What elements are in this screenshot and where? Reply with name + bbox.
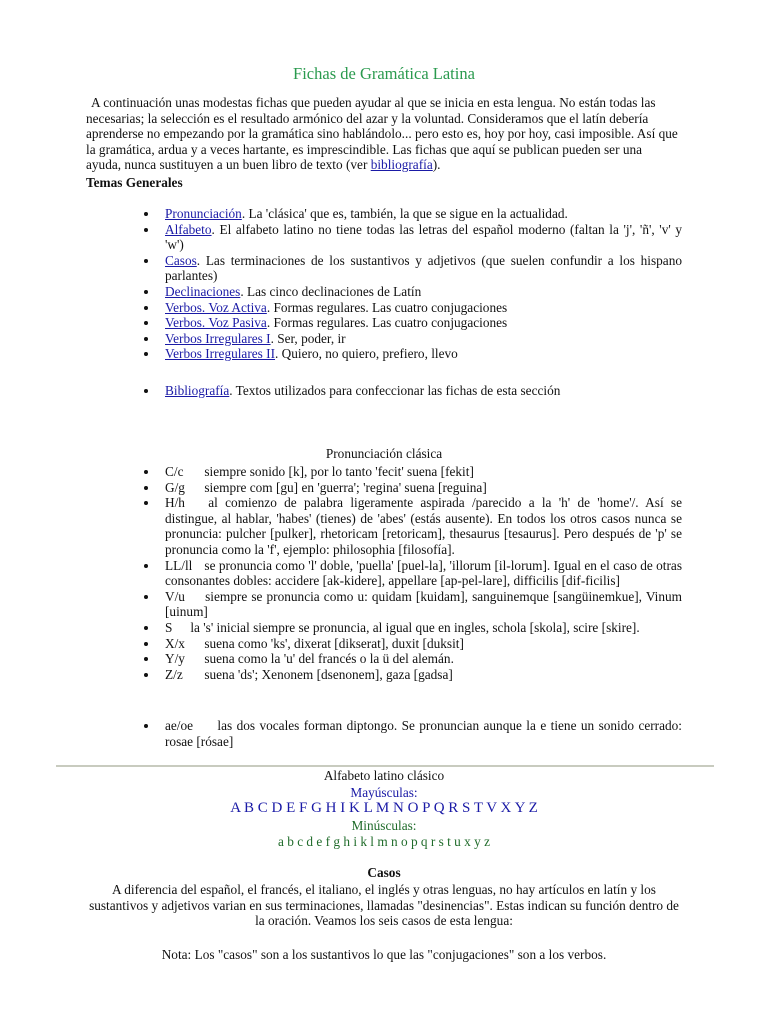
minusculas-label: Minúsculas: [351, 818, 417, 833]
pron-text: la 's' inicial siempre se pronuncia, al igual que en ingles, schola [skola], scire [skire]. [190, 619, 640, 635]
list-item [165, 383, 682, 399]
pron-key: V/u [165, 588, 185, 604]
list-item [165, 346, 682, 362]
list-item [165, 331, 682, 347]
bibliografia-link[interactable]: Bibliografía [165, 383, 230, 398]
alfabeto-heading: Alfabeto latino clásico [323, 768, 445, 783]
pron-text: suena como la 'u' del francés o la ü del alemán. [204, 651, 454, 667]
list-item [165, 718, 682, 749]
list-item [165, 464, 682, 480]
temas-heading: Temas Generales [86, 175, 183, 190]
page-title: Fichas de Gramática Latina [293, 64, 475, 83]
tema-desc: . Formas regulares. Las cuatro conjugaciones [266, 299, 508, 315]
intro-text: A continuación unas modestas fichas que pueden ayudar al que se inicia en esta lengua. No están todas las necesarias; la selección es el resultado armónico del azar y la voluntad. Consideramos que el latín debería aprenderse no empezando por la gramática sino hablándolo... pero esto es, hoy por hoy, casi imposible. Así que la gramática, ardua y a veces hartante, es imprescindible. Las fichas que aquí se publican pueden ser una ayuda, nunca sustituyen a un buen libro de texto (ver [86, 95, 678, 173]
tema-desc: . Quiero, no quiero, prefiero, llevo [275, 346, 458, 362]
bibliografia-list [165, 383, 682, 399]
list-item [165, 300, 682, 316]
intro-text-end: ). [432, 157, 441, 173]
pron-key: Y/y [165, 651, 185, 667]
list-item [165, 620, 682, 636]
tema-link-voz-pasiva[interactable]: Verbos. Voz Pasiva [165, 315, 267, 331]
tema-link-voz-activa[interactable]: Verbos. Voz Activa [165, 299, 267, 315]
pron-key: G/g [165, 479, 185, 495]
casos-nota: Nota: Los "casos" son a los sustantivos lo que las "conjugaciones" son a los verbos. [161, 947, 607, 962]
list-item [165, 651, 682, 667]
tema-link-casos[interactable]: Casos [165, 252, 197, 268]
list-item [165, 495, 682, 557]
pron-key: LL/ll [165, 557, 193, 573]
casos-paragraph: A diferencia del español, el francés, el italiano, el inglés y otras lenguas, no hay artículos en latín y los sustantivos y adjetivos varian en sus terminaciones, llamadas "desinencias". Estas indican su función dentro de la oración. Veamos los seis casos de esta lengua: [89, 882, 679, 929]
mayusculas-label: Mayúsculas: [350, 785, 418, 800]
pron-key: C/c [165, 464, 184, 479]
list-item [165, 222, 682, 253]
pron-text: siempre se pronuncia como u: quidam [kuidam], sanguinemque [sangüinemkue], Vinum [uinum] [165, 588, 683, 620]
tema-desc: . Ser, poder, ir [270, 330, 346, 346]
list-item [165, 667, 682, 683]
tema-desc: . Las terminaciones de los sustantivos y adjetivos (que suelen confundir a los hispano parlantes) [165, 252, 682, 284]
tema-link-pronunciacion[interactable]: Pronunciación [165, 206, 242, 221]
list-item [165, 636, 682, 652]
pron-key: Z/z [165, 666, 183, 682]
list-item [165, 589, 682, 620]
pron-text: suena como 'ks', dixerat [dikserat], duxit [duksit] [204, 635, 464, 651]
tema-link-irregulares-1[interactable]: Verbos Irregulares I [165, 330, 271, 346]
list-item [165, 253, 682, 284]
pron-key: X/x [165, 635, 185, 651]
pronunciacion-heading: Pronunciación clásica [325, 446, 443, 461]
list-item [165, 206, 682, 222]
bibliografia-desc: . Textos utilizados para confeccionar las fichas de esta sección [229, 383, 561, 398]
list-item [165, 480, 682, 496]
tema-desc: . La 'clásica' que es, también, la que se sigue en la actualidad. [241, 206, 568, 221]
pron-text: siempre com [gu] en 'guerra'; 'regina' suena [reguina] [204, 479, 487, 495]
casos-heading: Casos [367, 865, 401, 880]
tema-desc: . Las cinco declinaciones de Latín [240, 283, 422, 299]
section-divider [56, 765, 714, 767]
temas-list [165, 206, 682, 362]
mayusculas-letters: A B C D E F G H I K L M N O P Q R S T V X Y Z [230, 800, 538, 816]
tema-link-irregulares-2[interactable]: Verbos Irregulares II [165, 346, 276, 362]
list-item [165, 558, 682, 589]
pron-key: ae/oe [165, 718, 194, 733]
list-item [165, 315, 682, 331]
pron-text: siempre sonido [k], por lo tanto 'fecit' suena [fekit] [204, 464, 474, 479]
intro-paragraph [86, 95, 678, 173]
list-item [165, 284, 682, 300]
minusculas-letters: a b c d e f g h i k l m n o p q r s t u x y z [278, 834, 490, 849]
tema-desc: . Formas regulares. Las cuatro conjugaciones [266, 315, 508, 331]
pron-text: suena 'ds'; Xenonem [dsenonem], gaza [gadsa] [204, 666, 453, 682]
pron-text: se pronuncia como 'l' doble, 'puella' [puel-la], 'illorum [il-lorum]. Igual en el caso de otras consonantes dobles: accidere [ak-kidere], appellare [ap-pel-lare], difficilis [dif-ficilis] [165, 557, 682, 589]
pronunciacion-list [165, 464, 682, 682]
pron-key: H/h [165, 495, 185, 511]
tema-link-declinaciones[interactable]: Declinaciones [165, 283, 241, 299]
pron-key: S [165, 619, 173, 635]
tema-link-alfabeto[interactable]: Alfabeto [165, 221, 212, 237]
diptongo-list [165, 718, 682, 749]
pron-text: al comienzo de palabra ligeramente aspirada /parecido a la 'h' de 'home'/. Así se distingue, al hablar, 'habes' (tienes) de 'abes' (estás ausente). En todos los otros casos nunca se pronuncia: pulcher [pulker], rhetoricam [retoricam], thesaurus [tesaurus]. Pero después de 'p' se pronuncia como la 'f', ejemplo: philosophia [filosofía]. [165, 495, 682, 557]
intro-bibliografia-link[interactable]: bibliografía [370, 157, 433, 173]
pron-text: las dos vocales forman diptongo. Se pronuncian aunque la e tiene un sonido cerrado: rosae [rósae] [165, 718, 683, 749]
tema-desc: . El alfabeto latino no tiene todas las letras del español moderno (faltan la 'j', 'ñ', 'v' y 'w') [165, 221, 682, 253]
